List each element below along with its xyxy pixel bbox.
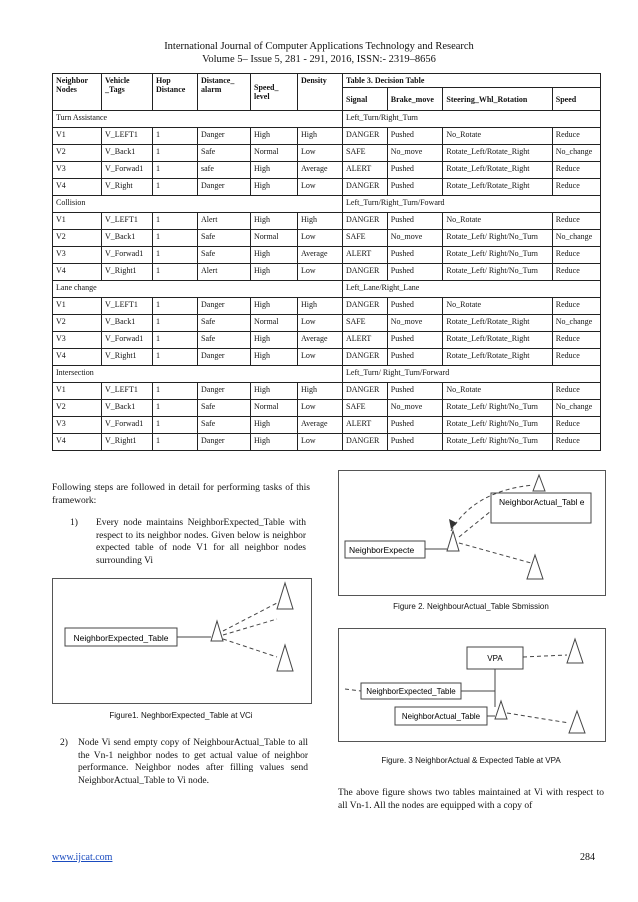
table-cell: No_change [552,230,600,247]
table-cell: High [251,128,298,145]
table-cell: V_Right1 [102,434,153,451]
table-cell: Rotate_Left/Rotate_Right [443,349,552,366]
table-cell: High [298,298,343,315]
table-cell: safe [198,162,251,179]
intro-paragraph: Following steps are followed in detail for performing tasks of this framework: [52,483,310,506]
table-cell: V1 [53,383,102,400]
table-row [53,128,601,145]
table-cell: V_LEFT1 [102,128,153,145]
fig3-dashed-bottom [507,713,569,723]
table-cell: Reduce [552,213,600,230]
col-header-neighbor-nodes: Neighbor Nodes [53,74,102,111]
decision-table-body [53,111,601,451]
table-cell: Reduce [552,179,600,196]
step-1-text: Every node maintains NeighborExpected_Table with respect to its neighbor nodes. Given below is neighbor expected table of node V1 for all neighbor nodes surrounding Vi [96,518,306,566]
table-row [53,332,601,349]
table-cell: Reduce [552,247,600,264]
fig1-node-center [211,621,223,641]
section-name: Collision [53,196,343,213]
table-cell: 1 [153,417,198,434]
table-cell: Danger [198,383,251,400]
figure-3 [338,628,606,742]
table-cell: V2 [53,145,102,162]
section-row [53,366,601,383]
table-cell: DANGER [343,213,388,230]
fig1-table-label: NeighborExpected_Table [73,633,169,643]
table-cell: Normal [251,145,298,162]
journal-volume: Volume 5– Issue 5, 281 - 291, 2016, ISSN:- 2319–8656 [202,54,436,65]
table-row [53,434,601,451]
table-cell: Reduce [552,128,600,145]
table-cell: Reduce [552,349,600,366]
table-cell: V1 [53,213,102,230]
table-cell: 1 [153,298,198,315]
fig2-dashed-bottom [459,543,531,563]
figure-1-diagram [53,579,311,703]
table-row [53,213,601,230]
figure-2-diagram [339,471,605,595]
table-cell: V_Forwad1 [102,247,153,264]
table-cell: Normal [251,230,298,247]
fig2-node-center [447,531,459,551]
table-cell: 1 [153,128,198,145]
table-cell: DANGER [343,128,388,145]
fig3-dashed-top [523,655,567,657]
table-row [53,417,601,434]
table-cell: Alert [198,213,251,230]
table-cell: High [251,298,298,315]
table-cell: Reduce [552,332,600,349]
decision-table [52,73,601,451]
page-number: 284 [580,852,595,863]
table-cell: 1 [153,349,198,366]
table-title: Table 3. Decision Table [343,74,601,88]
fig3-vpa-label: VPA [487,654,503,663]
table-cell: V2 [53,315,102,332]
table-cell: V4 [53,349,102,366]
table-row [53,162,601,179]
table-cell: Pushed [387,247,443,264]
table-cell: Danger [198,434,251,451]
section-decision: Left_Turn/Right_Turn/Foward [343,196,601,213]
table-cell: No_Rotate [443,298,552,315]
table-cell: V4 [53,264,102,281]
col-header-hop-distance: Hop Distance [153,74,198,111]
table-cell: SAFE [343,230,388,247]
figure-2-caption: Figure 2. NeighbourActual_Table Sbmission [393,602,549,611]
table-cell: ALERT [343,162,388,179]
section-name: Lane change [53,281,343,298]
table-cell: Pushed [387,179,443,196]
table-cell: SAFE [343,315,388,332]
step-2-text: Node Vi send empty copy of NeighbourActual_Table to all the Vn-1 neighbor nodes to get actual value of neighbor performance. Neighbor nodes after filling values send NeighborActual_Table to Vi node. [78,738,308,786]
table-cell: Average [298,162,343,179]
table-cell: Reduce [552,434,600,451]
table-cell: Low [298,434,343,451]
table-cell: Pushed [387,383,443,400]
table-cell: High [251,349,298,366]
table-row [53,400,601,417]
table-row [53,383,601,400]
fig3-dashed-left [345,689,361,691]
fig2-node-bottom [527,555,543,579]
table-cell: V1 [53,128,102,145]
table-cell: Alert [198,264,251,281]
table-cell: 1 [153,247,198,264]
table-cell: Low [298,264,343,281]
table-cell: Rotate_Left/Rotate_Right [443,162,552,179]
section-row [53,111,601,128]
col-header-density: Density [298,74,343,111]
col-header-steering: Steering_Whl_Rotation [443,88,552,111]
table-cell: V2 [53,230,102,247]
table-cell: Rotate_Left/ Right/No_Turn [443,417,552,434]
table-cell: 1 [153,213,198,230]
table-cell: Safe [198,315,251,332]
table-cell: V_Forwad1 [102,332,153,349]
table-cell: DANGER [343,349,388,366]
fig2-expected-label: NeighborExpecte [349,545,415,555]
table-cell: Rotate_Left/ Right/No_Turn [443,434,552,451]
table-cell: Rotate_Left/Rotate_Right [443,315,552,332]
step-1-number: 1) [70,518,78,528]
table-cell: V1 [53,298,102,315]
table-row [53,264,601,281]
section-name: Intersection [53,366,343,383]
table-cell: Low [298,179,343,196]
table-cell: V_Back1 [102,145,153,162]
table-cell: Pushed [387,332,443,349]
table-cell: Reduce [552,264,600,281]
table-cell: V4 [53,179,102,196]
table-cell: V_LEFT1 [102,383,153,400]
table-cell: 1 [153,179,198,196]
table-cell: Rotate_Left/ Right/No_Turn [443,247,552,264]
col-header-vehicle-tags: Vehicle _Tags [102,74,153,111]
fig1-node-bottom [277,645,293,671]
table-cell: DANGER [343,434,388,451]
table-row [53,230,601,247]
section-decision: Left_Lane/Right_Lane [343,281,601,298]
fig3-node-bottom [569,711,585,733]
col-header-signal: Signal [343,88,388,111]
table-cell: V_LEFT1 [102,298,153,315]
table-cell: High [298,383,343,400]
table-cell: Pushed [387,213,443,230]
table-cell: Reduce [552,162,600,179]
table-cell: High [251,179,298,196]
table-cell: Pushed [387,162,443,179]
table-cell: Low [298,400,343,417]
table-cell: Low [298,315,343,332]
journal-title: International Journal of Computer Applications Technology and Research [164,41,474,52]
fig3-expected-label: NeighborExpected_Table [366,687,456,696]
fig3-actual-label: NeighborActual_Table [401,712,481,721]
table-cell: No_move [387,230,443,247]
table-cell: High [298,128,343,145]
table-row [53,315,601,332]
table-cell: Rotate_Left/ Right/No_Turn [443,264,552,281]
table-cell: No_Rotate [443,213,552,230]
col-header-speed-level: Speed_ level [251,74,298,111]
table-cell: No_change [552,145,600,162]
col-header-speed: Speed [552,88,600,111]
table-cell: Rotate_Left/Rotate_Right [443,145,552,162]
table-cell: V2 [53,400,102,417]
figure-1-caption: Figure1. NeghborExpected_Table at VCi [109,711,253,720]
fig3-node-top [567,639,583,663]
step-2-number: 2) [60,738,68,748]
table-cell: No_move [387,400,443,417]
table-cell: High [251,417,298,434]
table-cell: Pushed [387,349,443,366]
table-cell: Normal [251,315,298,332]
table-cell: 1 [153,434,198,451]
table-cell: High [251,264,298,281]
table-cell: No_change [552,400,600,417]
table-cell: Pushed [387,128,443,145]
table-cell: Reduce [552,298,600,315]
table-cell: V_LEFT1 [102,213,153,230]
table-cell: ALERT [343,332,388,349]
table-cell: No_move [387,145,443,162]
table-cell: Low [298,349,343,366]
table-cell: ALERT [343,417,388,434]
fig3-node-center [495,701,507,719]
table-cell: V3 [53,417,102,434]
table-cell: DANGER [343,383,388,400]
table-cell: V_Right [102,179,153,196]
figure-2 [338,470,606,596]
table-cell: V3 [53,247,102,264]
table-cell: Pushed [387,264,443,281]
table-cell: High [251,213,298,230]
table-cell: 1 [153,162,198,179]
table-row [53,179,601,196]
table-cell: Danger [198,298,251,315]
table-cell: 1 [153,264,198,281]
table-cell: V_Forwad1 [102,162,153,179]
table-cell: Low [298,230,343,247]
table-cell: No_move [387,315,443,332]
col-header-brake-move: Brake_move [387,88,443,111]
col-header-distance-alarm: Distance_ alarm [198,74,251,111]
table-row [53,145,601,162]
table-cell: V_Right1 [102,264,153,281]
table-cell: SAFE [343,400,388,417]
table-cell: 1 [153,332,198,349]
table-cell: DANGER [343,298,388,315]
table-cell: Safe [198,417,251,434]
table-cell: High [251,434,298,451]
table-cell: Low [298,145,343,162]
table-cell: Pushed [387,434,443,451]
table-cell: Danger [198,128,251,145]
section-row [53,196,601,213]
table-cell: DANGER [343,264,388,281]
table-cell: Normal [251,400,298,417]
fig1-node-top [277,583,293,609]
table-cell: Pushed [387,298,443,315]
figure-3-caption: Figure. 3 NeighborActual & Expected Table at VPA [381,756,561,765]
table-cell: Safe [198,230,251,247]
table-cell: V4 [53,434,102,451]
table-cell: 1 [153,383,198,400]
section-name: Turn Assistance [53,111,343,128]
table-cell: Average [298,332,343,349]
table-cell: V_Forwad1 [102,417,153,434]
table-cell: V_Back1 [102,230,153,247]
table-cell: V3 [53,332,102,349]
table-cell: V3 [53,162,102,179]
section-decision: Left_Turn/Right_Turn [343,111,601,128]
section-decision: Left_Turn/ Right_Turn/Forward [343,366,601,383]
table-cell: High [251,383,298,400]
table-cell: No_Rotate [443,128,552,145]
table-cell: Rotate_Left/Rotate_Right [443,332,552,349]
section-row [53,281,601,298]
table-cell: Safe [198,247,251,264]
right-paragraph: The above figure shows two tables maintained at Vi with respect to all Vn-1. All the nodes are equipped with a copy of [338,788,604,811]
table-cell: High [298,213,343,230]
journal-link[interactable]: www.ijcat.com [52,852,113,863]
table-cell: Reduce [552,417,600,434]
table-cell: High [251,247,298,264]
fig1-dashed-bottom [223,639,277,657]
table-cell: Safe [198,400,251,417]
table-cell: Average [298,247,343,264]
fig2-node-top [533,475,545,491]
table-row [53,349,601,366]
figure-1 [52,578,312,704]
figure-3-diagram [339,629,605,741]
table-cell: Safe [198,332,251,349]
table-row [53,247,601,264]
table-cell: Danger [198,179,251,196]
table-cell: Average [298,417,343,434]
table-cell: V_Right1 [102,349,153,366]
table-cell: Rotate_Left/ Right/No_Turn [443,230,552,247]
table-cell: Rotate_Left/Rotate_Right [443,179,552,196]
table-cell: V_Back1 [102,315,153,332]
table-cell: 1 [153,315,198,332]
table-cell: Danger [198,349,251,366]
table-cell: ALERT [343,247,388,264]
table-cell: DANGER [343,179,388,196]
fig2-dashed-mid [459,511,491,537]
table-cell: SAFE [343,145,388,162]
table-cell: High [251,332,298,349]
journal-header [0,40,638,66]
table-cell: High [251,162,298,179]
fig2-actual-label: NeighborActual_Tabl e [499,497,585,507]
table-cell: No_change [552,315,600,332]
table-row [53,298,601,315]
table-cell: Pushed [387,417,443,434]
table-cell: 1 [153,145,198,162]
table-cell: 1 [153,230,198,247]
table-cell: Safe [198,145,251,162]
table-cell: Reduce [552,383,600,400]
table-cell: V_Back1 [102,400,153,417]
table-cell: Rotate_Left/ Right/No_Turn [443,400,552,417]
table-cell: No_Rotate [443,383,552,400]
table-cell: 1 [153,400,198,417]
